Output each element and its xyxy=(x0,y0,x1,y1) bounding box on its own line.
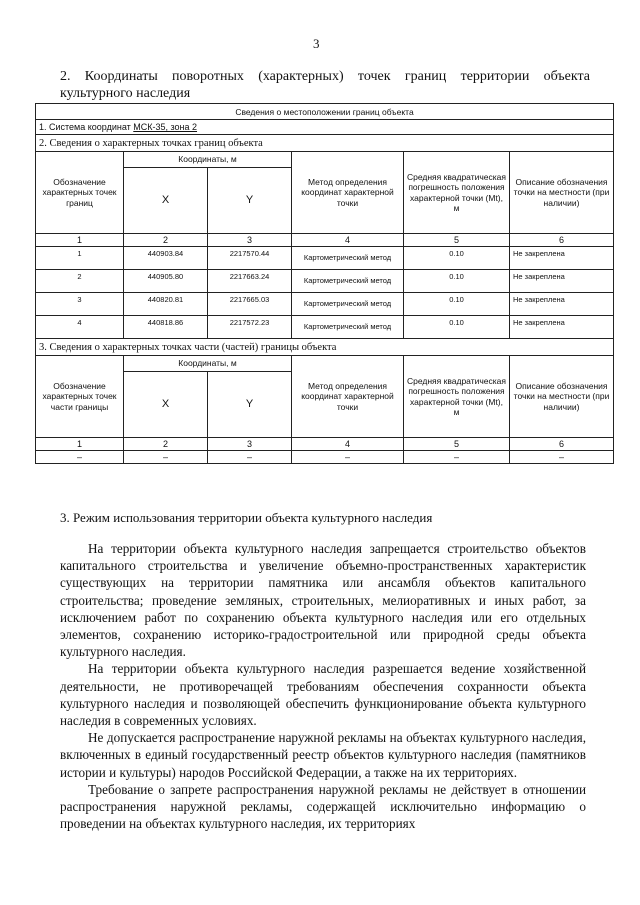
coordinate-system xyxy=(36,120,614,135)
point-x: 440903.84 xyxy=(124,247,208,270)
point-y: 2217572.23 xyxy=(208,316,292,339)
point-x: 440905.80 xyxy=(124,270,208,293)
point-number: 1 xyxy=(36,247,124,270)
section-2-heading: 2. Координаты поворотных (характерных) точек границ территории объекта культурного наследия xyxy=(60,69,590,101)
header-y: Y xyxy=(208,168,292,234)
column-number: 5 xyxy=(404,234,510,247)
header-method: Метод определения координат характерной точки xyxy=(292,356,404,438)
coordinate-system-name: МСК-35, зона 2 xyxy=(133,122,198,132)
point-number: 2 xyxy=(36,270,124,293)
table-row xyxy=(36,247,614,270)
column-number: 6 xyxy=(510,438,614,451)
column-number: 2 xyxy=(124,438,208,451)
header-description: Описание обозначения точки на местности (при наличии) xyxy=(510,152,614,234)
header-x: X xyxy=(124,372,208,438)
section-points-title: 2. Сведения о характерных точках границ объекта xyxy=(36,135,614,152)
dash-cell: – xyxy=(36,451,124,464)
point-method: Картометрический метод xyxy=(303,299,392,308)
dash-cell: – xyxy=(404,451,510,464)
point-y: 2217570.44 xyxy=(208,247,292,270)
point-error: 0.10 xyxy=(404,293,510,316)
header-designation: Обозначение характерных точек границ xyxy=(36,152,124,234)
point-error: 0.10 xyxy=(404,270,510,293)
column-number: 3 xyxy=(208,234,292,247)
header-y: Y xyxy=(208,372,292,438)
dash-cell: – xyxy=(124,451,208,464)
table-row-empty xyxy=(36,451,614,464)
header-error: Средняя квадратическая погрешность положения характерной точки (Мt), м xyxy=(404,356,510,438)
paragraph: На территории объекта культурного наследия разрешается ведение хозяйственной деятельности, не противоречащей требованиям обеспечения сохранности объекта культурного наследия и позволяющей обеспечить функционирование объекта культурного наследия в современных условиях. xyxy=(60,661,586,729)
page-number: 3 xyxy=(313,36,320,51)
usage-regime-text xyxy=(60,540,586,832)
column-number: 6 xyxy=(510,234,614,247)
column-number: 5 xyxy=(404,438,510,451)
column-number: 4 xyxy=(292,438,404,451)
dash-cell: – xyxy=(292,451,404,464)
column-number: 1 xyxy=(36,438,124,451)
point-description: Не закреплена xyxy=(510,316,614,339)
point-error: 0.10 xyxy=(404,316,510,339)
header-error: Средняя квадратическая погрешность положения характерной точки (Мt), м xyxy=(404,152,510,234)
point-x: 440818.86 xyxy=(124,316,208,339)
point-y: 2217665.03 xyxy=(208,293,292,316)
point-error: 0.10 xyxy=(404,247,510,270)
dash-cell: – xyxy=(208,451,292,464)
point-description: Не закреплена xyxy=(510,293,614,316)
header-x: X xyxy=(124,168,208,234)
section-3-heading: 3. Режим использования территории объекта культурного наследия xyxy=(60,510,433,525)
point-y: 2217663.24 xyxy=(208,270,292,293)
point-number: 3 xyxy=(36,293,124,316)
header-description: Описание обозначения точки на местности (при наличии) xyxy=(510,356,614,438)
column-number: 3 xyxy=(208,438,292,451)
boundary-points-table xyxy=(35,103,614,464)
column-number: 4 xyxy=(292,234,404,247)
table-row xyxy=(36,270,614,293)
column-number: 1 xyxy=(36,234,124,247)
header-coordinates: Координаты, м xyxy=(124,152,292,168)
header-designation-parts: Обозначение характерных точек части границы xyxy=(36,356,124,438)
table-caption: Сведения о местоположении границ объекта xyxy=(36,104,614,120)
point-description: Не закреплена xyxy=(510,247,614,270)
paragraph: На территории объекта культурного наследия запрещается строительство объектов капитального строительства и увеличение объемно-пространственных характеристик существующих на территории памятника или ансамбля объектов капитального строительства; проведение земляных, строительных, мелиоративных и иных работ, за исключением работ по сохранению объекта культурного наследия или его отдельных элементов, сохранению историко-градостроительной или природной среды объекта культурного наследия. xyxy=(60,541,586,660)
coordinate-system-prefix: 1. Система координат xyxy=(39,122,134,132)
point-method: Картометрический метод xyxy=(303,322,392,331)
header-coordinates: Координаты, м xyxy=(124,356,292,372)
table-row xyxy=(36,293,614,316)
table-row xyxy=(36,316,614,339)
paragraph: Требование о запрете распространения наружной рекламы не действует в отношении распространения наружной рекламы, содержащей исключительно информацию о проведении на объектах культурного наследия, их территориях xyxy=(60,781,586,832)
point-number: 4 xyxy=(36,316,124,339)
point-method: Картометрический метод xyxy=(303,253,392,262)
paragraph: Не допускается распространение наружной рекламы на объектах культурного наследия, включенных в единый государственный реестр объектов культурного наследия (памятников истории и культуры) народов Российской Федерации, а также на их территориях. xyxy=(60,730,586,780)
point-description: Не закреплена xyxy=(510,270,614,293)
header-method: Метод определения координат характерной точки xyxy=(292,152,404,234)
column-number: 2 xyxy=(124,234,208,247)
point-x: 440820.81 xyxy=(124,293,208,316)
section-parts-title: 3. Сведения о характерных точках части (частей) границы объекта xyxy=(36,339,614,356)
point-method: Картометрический метод xyxy=(303,276,392,285)
dash-cell: – xyxy=(510,451,614,464)
